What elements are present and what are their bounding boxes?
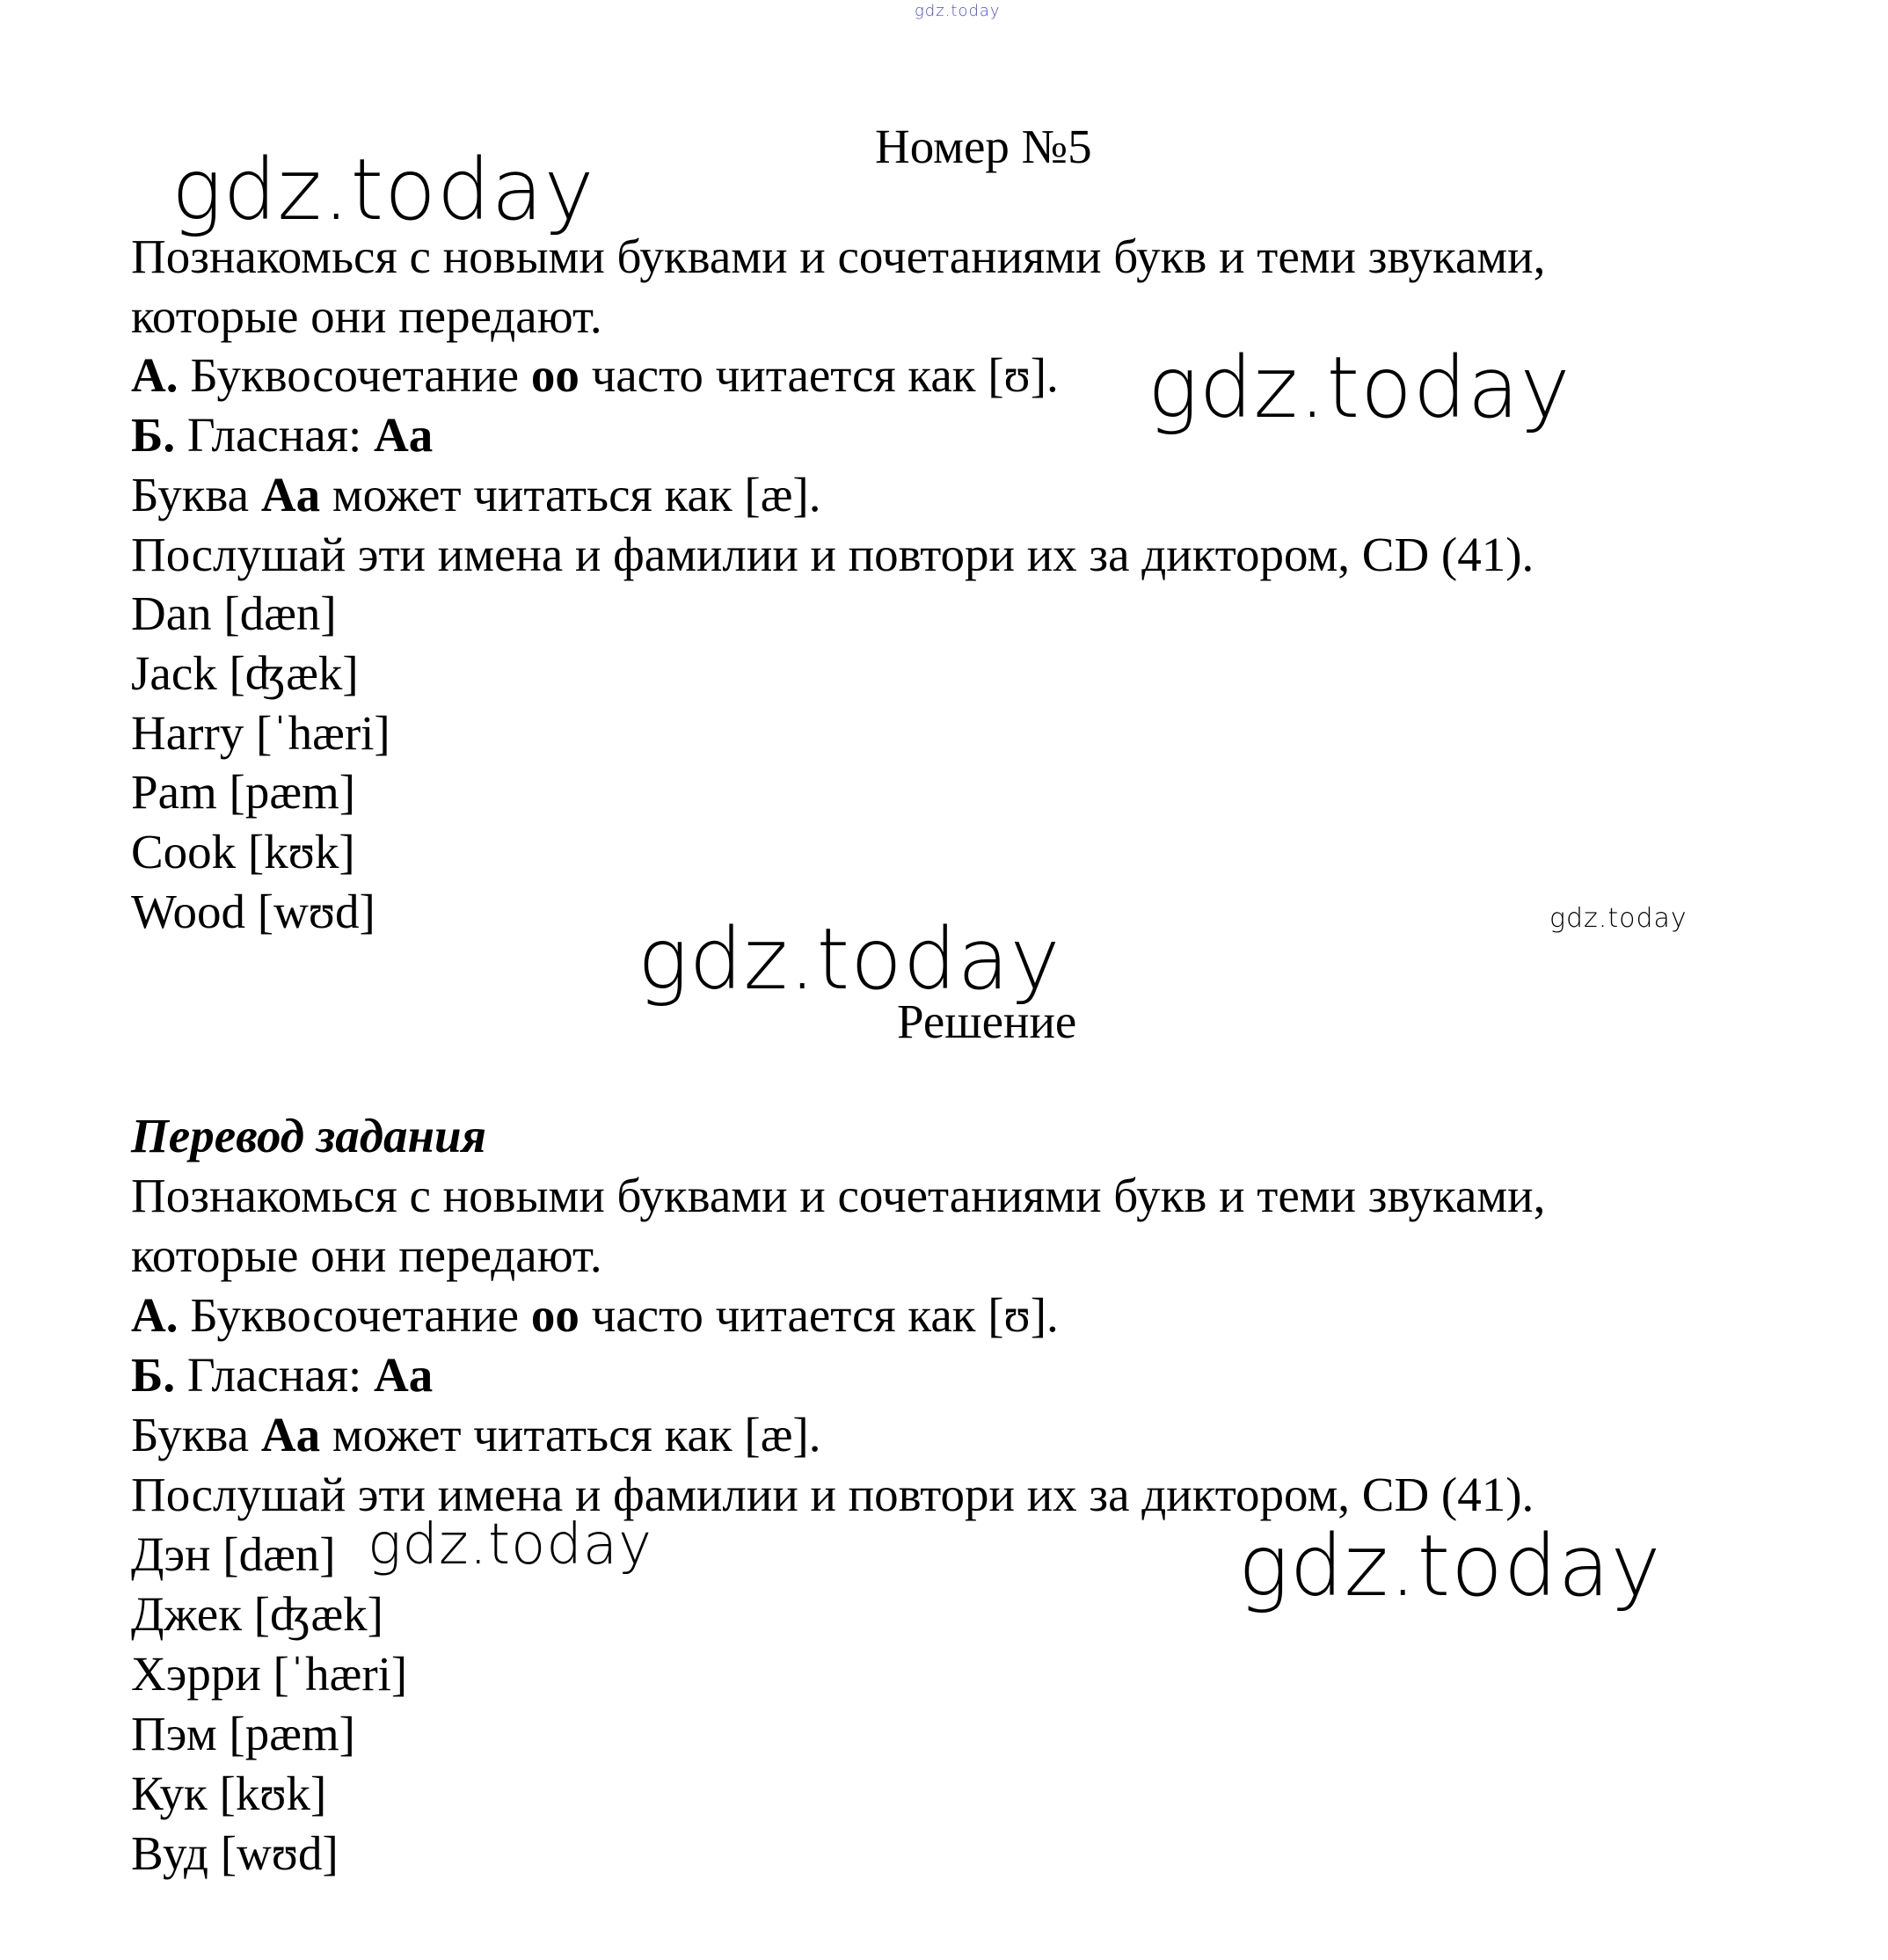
solution-intro-line-1: Познакомься с новыми буквами и сочетаниями букв и теми звуками,	[131, 1169, 1546, 1222]
solution-b-bold: Aa	[373, 1348, 434, 1402]
task-name-5: Cook [kʊk]	[131, 825, 355, 878]
task-letter-line	[131, 465, 820, 525]
solution-item-b	[131, 1345, 433, 1405]
watermark-3: gdz.today	[1549, 903, 1688, 934]
task-name-6: Wood [wʊd]	[131, 885, 375, 938]
task-b-text: Гласная:	[175, 408, 374, 462]
task-name-3: Harry [ˈhæri]	[131, 706, 390, 760]
task-listen-line: Послушай эти имена и фамилии и повтори их за диктором, CD (41).	[131, 528, 1534, 581]
task-letter-bold: Aa	[260, 468, 321, 521]
solution-name-1: Дэн [dæn]	[131, 1527, 336, 1581]
task-name-2: Jack [ʤæk]	[131, 646, 359, 700]
solution-letter-bold: Aa	[260, 1408, 321, 1461]
watermark-5: gdz.today	[368, 1512, 652, 1577]
solution-name-2: Джек [ʤæk]	[131, 1587, 383, 1641]
task-item-b	[131, 405, 433, 465]
solution-item-a	[131, 1286, 1059, 1345]
watermark-1: gdz.today	[171, 141, 595, 239]
task-name-4: Pam [pæm]	[131, 765, 356, 819]
task-b-bold: Aa	[373, 408, 434, 462]
solution-b-text: Гласная:	[175, 1348, 374, 1402]
solution-a-text-1: Буквосочетание	[178, 1288, 531, 1342]
solution-name-3: Хэрри [ˈhæri]	[131, 1647, 408, 1701]
task-a-label: А.	[131, 348, 179, 402]
solution-listen-line: Послушай эти имена и фамилии и повтори их за диктором, CD (41).	[131, 1468, 1534, 1521]
task-letter-text-1: Буква	[131, 468, 261, 521]
task-a-text-1: Буквосочетание	[178, 348, 531, 402]
solution-a-bold: oo	[530, 1288, 580, 1342]
solution-name-6: Вуд [wʊd]	[131, 1826, 339, 1880]
task-intro-line-1: Познакомься с новыми буквами и сочетаниями букв и теми звуками,	[131, 230, 1546, 283]
task-intro-line-2: которые они передают.	[131, 289, 602, 343]
watermark-4: gdz.today	[638, 910, 1061, 1009]
solution-b-label: Б.	[131, 1348, 176, 1402]
header-watermark: gdz.today	[915, 2, 1001, 20]
task-a-text-2: часто читается как [ʊ].	[579, 348, 1059, 402]
task-a-bold: oo	[530, 348, 580, 402]
task-item-a	[131, 346, 1059, 405]
solution-letter-text-1: Буква	[131, 1408, 261, 1461]
task-letter-text-2: может читаться как [æ].	[320, 468, 821, 521]
solution-letter-text-2: может читаться как [æ].	[320, 1408, 821, 1461]
solution-title: Решение	[897, 995, 1077, 1048]
watermark-6: gdz.today	[1238, 1517, 1662, 1615]
task-name-1: Dan [dæn]	[131, 587, 337, 640]
solution-a-label: А.	[131, 1288, 179, 1342]
solution-intro-line-2: которые они передают.	[131, 1228, 602, 1282]
task-b-label: Б.	[131, 408, 176, 462]
solution-name-4: Пэм [pæm]	[131, 1707, 355, 1760]
solution-a-text-2: часто читается как [ʊ].	[579, 1288, 1059, 1342]
watermark-2: gdz.today	[1148, 339, 1571, 437]
translation-heading: Перевод задания	[131, 1109, 486, 1162]
solution-letter-line	[131, 1405, 820, 1465]
solution-name-5: Кук [kʊk]	[131, 1767, 327, 1820]
task-title: Номер №5	[875, 120, 1092, 173]
